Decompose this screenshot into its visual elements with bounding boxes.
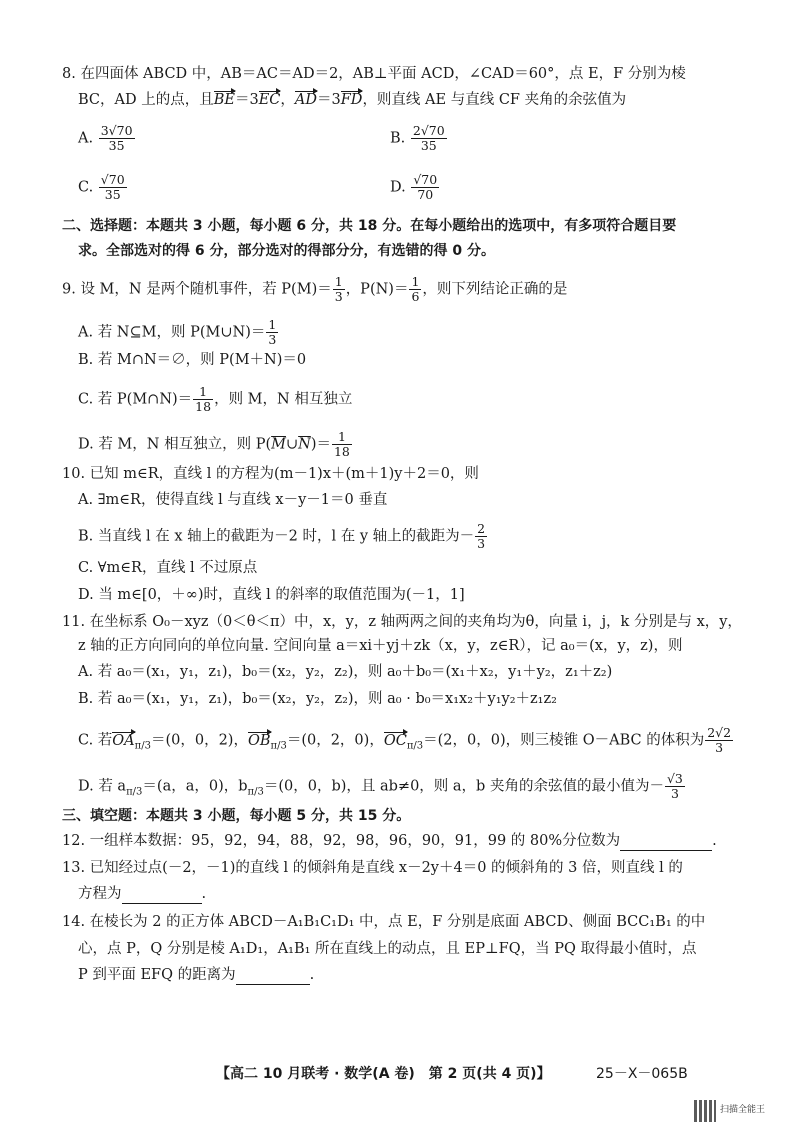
fraction <box>665 772 685 801</box>
q10-option-d: D. 当 m∈[0，＋∞)时，直线 l 的斜率的取值范围为(－1，1] <box>78 587 465 603</box>
scanner-watermark <box>694 1100 790 1122</box>
q9-text: ，则下列结论正确的是 <box>422 281 568 298</box>
denominator: 18 <box>195 399 212 414</box>
complement-n: $\overline{N}$ <box>298 436 311 453</box>
q10-stem: 10. 已知 m∈R，直线 l 的方程为(m－1)x＋(m＋1)y＋2＝0，则 <box>62 466 479 482</box>
q9-option-b: B. 若 M∩N＝∅，则 P(M＋N)＝0 <box>78 352 307 368</box>
vector-oa: OA <box>112 732 135 749</box>
option-label: D. <box>390 179 406 196</box>
subscript: π/3 <box>406 740 424 752</box>
vector-ad: AD <box>294 92 318 108</box>
q9-option-c <box>78 385 352 414</box>
option-text: D. 若 a <box>78 778 127 795</box>
exam-code: 25－X－065B <box>596 1066 688 1082</box>
fraction <box>705 726 733 755</box>
q8-stem-line1: 8. 在四面体 ABCD 中，AB＝AC＝AD＝2，AB⊥平面 ACD，∠CAD＝60°，点 E，F 分别为棱 <box>62 66 686 82</box>
page-footer: 【高二 10 月联考 · 数学(A 卷) 第 2 页(共 4 页)】 <box>216 1066 551 1082</box>
denominator: 3 <box>334 289 343 304</box>
fraction <box>193 385 213 414</box>
option-text: )＝ <box>310 436 331 453</box>
denominator: 18 <box>333 444 350 459</box>
fraction <box>99 124 135 153</box>
q11-option-d <box>78 772 686 802</box>
vector-ec: EC <box>258 92 281 108</box>
q14-stem-line2: 心，点 P，Q 分别是棱 A₁D₁，A₁B₁ 所在直线上的动点，且 EP⊥FQ，当 PQ 取得最小值时，点 <box>78 941 697 957</box>
q8-option-d <box>390 173 440 202</box>
option-text: B. 当直线 l 在 x 轴上的截距为－2 时，l 在 y 轴上的截距为－ <box>78 528 475 545</box>
fraction <box>332 430 352 459</box>
answer-blank[interactable] <box>122 887 202 904</box>
fraction <box>99 173 127 202</box>
q8-stem-line2 <box>78 90 626 110</box>
vector-ob: OB <box>247 732 271 749</box>
fraction <box>475 522 487 551</box>
q10-option-b <box>78 522 488 551</box>
denominator: 35 <box>420 138 437 153</box>
denominator: 35 <box>108 138 125 153</box>
denominator: 3 <box>670 786 679 801</box>
q9-text: 9. 设 M，N 是两个随机事件，若 P(M)＝ <box>62 281 332 298</box>
q8-option-c <box>78 173 128 202</box>
option-text: ，则 M，N 相互独立 <box>214 391 353 408</box>
qr-code-icon <box>694 1100 716 1122</box>
option-label: A. <box>78 130 94 147</box>
numerator: 1 <box>334 274 343 289</box>
option-text: ＝(0，0，b)，且 ab≠0，则 a，b 夹角的余弦值的最小值为－ <box>263 778 664 795</box>
section2-heading-line2: 求。全部选对的得 6 分，部分选对的得部分分，有选错的得 0 分。 <box>78 243 495 259</box>
subscript: π/3 <box>126 786 143 798</box>
fraction <box>333 275 345 304</box>
option-text: C. 若 <box>78 732 113 749</box>
numerator: 1 <box>411 274 420 289</box>
option-text: ＝(0，0，2)， <box>150 732 248 749</box>
q13-end: . <box>201 886 207 902</box>
section2-heading-line1: 二、选择题：本题共 3 小题，每小题 6 分，共 18 分。在每小题给出的选项中，有多项符合题目要 <box>62 218 677 234</box>
numerator: 2 <box>477 521 486 536</box>
vector-oc: OC <box>383 732 407 749</box>
option-text: D. 若 M，N 相互独立，则 P( <box>78 436 272 453</box>
fraction <box>409 275 421 304</box>
q10-option-a: A. ∃m∈R，使得直线 l 与直线 x－y－1＝0 垂直 <box>78 492 388 508</box>
q11-stem-line2: z 轴的正方向同向的单位向量. 空间向量 a＝xi＋yj＋zk（x，y，z∈R），记 a₀＝(x，y，z)，则 <box>78 638 683 654</box>
numerator: 2√2 <box>707 725 732 740</box>
numerator: √70 <box>413 172 438 187</box>
q9-option-d <box>78 430 353 459</box>
q14-end: . <box>309 967 315 983</box>
q13-text: 方程为 <box>78 886 122 902</box>
numerator: 1 <box>193 385 213 400</box>
q14-stem-line3 <box>78 965 314 985</box>
q12-text: 12. 一组样本数据：95，92，94，88，92，98，96，90，91，99 的 80%分位数为 <box>62 833 621 849</box>
option-text: ＝(2，0，0)，则三棱锥 O－ABC 的体积为 <box>423 732 705 749</box>
option-text: ＝(a，a，0)，b <box>142 778 248 795</box>
denominator: 70 <box>417 187 434 202</box>
option-label: C. <box>78 179 94 196</box>
fraction <box>266 318 278 347</box>
denominator: 3 <box>715 740 724 755</box>
option-text: C. 若 P(M∩N)＝ <box>78 391 193 408</box>
fraction <box>411 124 447 153</box>
q13-stem-line1: 13. 已知经过点(－2，－1)的直线 l 的倾斜角是直线 x－2y＋4＝0 的倾斜角的 3 倍，则直线 l 的 <box>62 860 683 876</box>
q12-end: . <box>712 833 717 849</box>
q13-stem-line2 <box>78 884 206 904</box>
option-text: ∪ <box>285 436 299 453</box>
option-text: A. 若 N⊆M，则 P(M∪N)＝ <box>78 324 266 341</box>
answer-blank[interactable] <box>620 834 712 851</box>
numerator: √3 <box>666 771 683 786</box>
q8-option-b <box>390 124 448 153</box>
q12-stem <box>62 831 717 851</box>
scanner-label: 扫描全能王 <box>720 1105 766 1115</box>
subscript: π/3 <box>270 740 287 752</box>
q8-option-a <box>78 124 136 153</box>
denominator: 35 <box>104 187 121 202</box>
answer-blank[interactable] <box>236 968 310 985</box>
option-text: ＝(0，2，0)， <box>286 732 384 749</box>
q9-option-a <box>78 318 279 347</box>
numerator: √70 <box>100 172 125 187</box>
subscript: π/3 <box>134 740 151 752</box>
section3-heading: 三、填空题：本题共 3 小题，每小题 5 分，共 15 分。 <box>62 808 411 824</box>
q11-option-c <box>78 726 734 756</box>
numerator: 2√70 <box>412 123 445 138</box>
numerator: 1 <box>268 317 277 332</box>
q14-text: P 到平面 EFQ 的距离为 <box>78 967 236 983</box>
subscript: π/3 <box>247 786 264 798</box>
q14-stem-line1: 14. 在棱长为 2 的正方体 ABCD－A₁B₁C₁D₁ 中，点 E，F 分别是底面 ABCD、侧面 BCC₁B₁ 的中 <box>62 914 706 930</box>
q8-text: ， <box>280 92 295 108</box>
option-label: B. <box>390 130 406 147</box>
q8-text: ＝3 <box>234 92 259 108</box>
q9-text: ，P(N)＝ <box>345 281 409 298</box>
denominator: 3 <box>268 332 277 347</box>
q11-option-b: B. 若 a₀＝(x₁，y₁，z₁)，b₀＝(x₂，y₂，z₂)，则 a₀ · b₀＝x₁x₂＋y₁y₂＋z₁z₂ <box>78 691 557 707</box>
q10-option-c: C. ∀m∈R，直线 l 不过原点 <box>78 560 258 576</box>
denominator: 3 <box>477 536 486 551</box>
numerator: 1 <box>332 430 352 445</box>
q11-stem-line1: 11. 在坐标系 O₀－xyz（0＜θ＜π）中，x，y，z 轴两两之间的夹角均为θ，向量 i，j，k 分别是与 x，y， <box>62 614 742 630</box>
q8-text: ＝3 <box>317 92 341 108</box>
complement-m: $\overline{M}$ <box>271 436 286 453</box>
q9-stem <box>62 275 567 304</box>
q11-option-a: A. 若 a₀＝(x₁，y₁，z₁)，b₀＝(x₂，y₂，z₂)，则 a₀＋b₀＝(x₁＋x₂，y₁＋y₂，z₁＋z₂) <box>78 664 613 680</box>
vector-fd: FD <box>340 92 363 108</box>
vector-be: BE <box>213 92 235 108</box>
q8-text: ，则直线 AE 与直线 CF 夹角的余弦值为 <box>362 92 627 108</box>
denominator: 6 <box>411 289 420 304</box>
numerator: 3√70 <box>100 123 133 138</box>
q8-text: BC，AD 上的点，且 <box>78 92 214 108</box>
fraction <box>411 173 439 202</box>
